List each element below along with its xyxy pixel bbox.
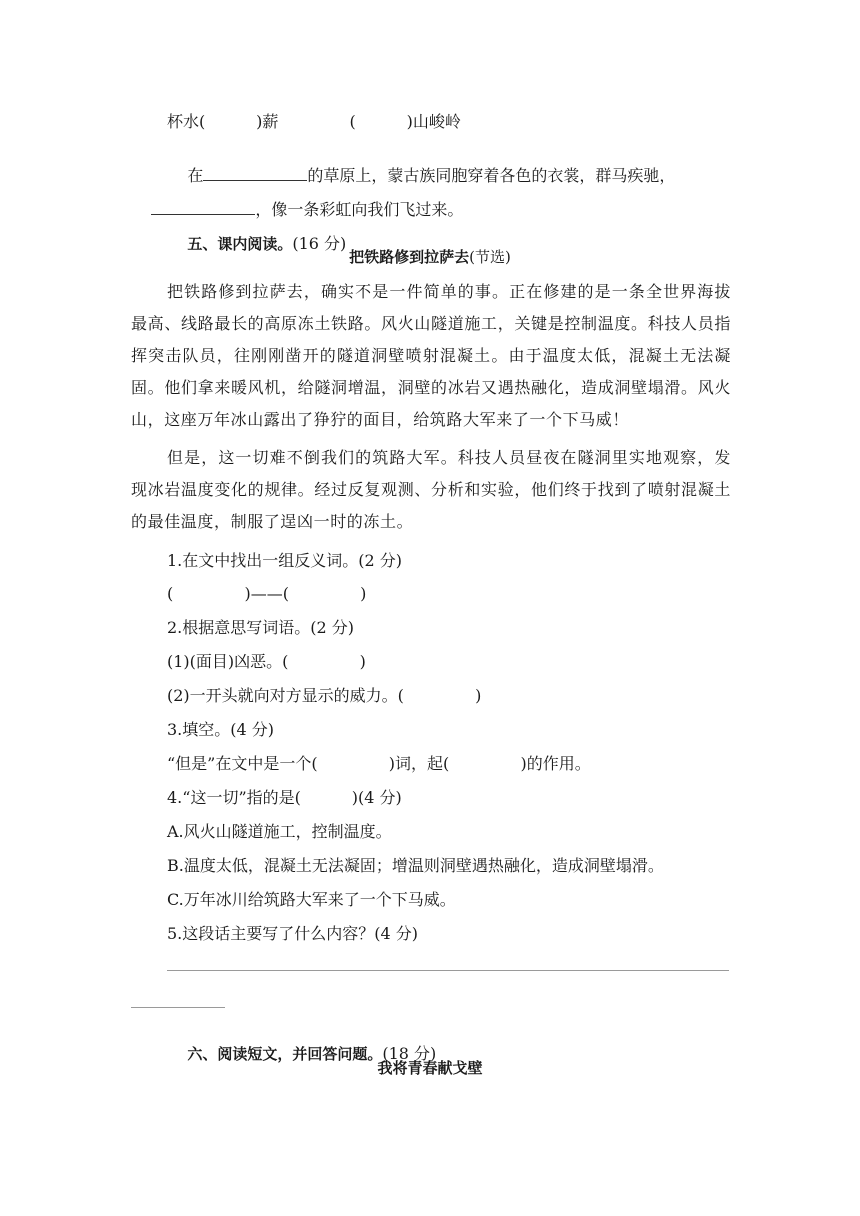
passage-title — [0, 247, 860, 267]
section-title: 六、阅读短文，并回答问题。 — [187, 1045, 383, 1063]
answer-line[interactable] — [167, 970, 729, 971]
passage-title-text: 我将青春献戈壁 — [377, 1059, 483, 1077]
answer-blank[interactable] — [203, 166, 307, 181]
question-2-item-1[interactable]: (1)(面目)凶恶。( ) — [167, 652, 366, 671]
question-4-option-c[interactable]: C.万年冰川给筑路大军来了一个下马威。 — [167, 890, 456, 909]
fill-prefix: 在 — [187, 166, 204, 185]
question-4-option-b[interactable]: B.温度太低，混凝土无法凝固；增温则洞壁遇热融化，造成洞壁塌滑。 — [167, 856, 664, 875]
question-3: 3.填空。(4 分) — [167, 720, 275, 739]
question-4[interactable]: 4.“这一切”指的是( )(4 分) — [167, 788, 402, 807]
fill-line-idioms: 杯水( )薪 ( )山峻岭 — [167, 112, 461, 131]
fill-suffix: 的草原上，蒙古族同胞穿着各色的衣裳，群马疾驰， — [307, 166, 676, 185]
passage-paragraph-2: 但是，这一切难不倒我们的筑路大军。科技人员昼夜在隧洞里实地观察，发现冰岩温度变化的规律。经过反复观测、分析和实验，他们终于找到了喷射混凝土的最佳温度，制服了逞凶一时的冻土。 — [131, 448, 731, 531]
question-2-item-2[interactable]: (2)一开头就向对方显示的威力。( ) — [167, 686, 482, 705]
section-title: 五、课内阅读。 — [187, 235, 293, 253]
question-3-text[interactable]: “但是”在文中是一个( )词，起( )的作用。 — [167, 754, 591, 773]
passage-title-2 — [0, 1058, 860, 1078]
question-2: 2.根据意思写词语。(2 分) — [167, 618, 355, 637]
passage-paragraph-1: 把铁路修到拉萨去，确实不是一件简单的事。正在修建的是一条全世界海拔最高、线路最长的高原冻土铁路。风火山隧道施工，关键是控制温度。科技人员指挥突击队员，往刚刚凿开的隧道洞壁喷射混凝土。由于温度太低，混凝土无法凝固。他们拿来暖风机，给隧洞增温，洞壁的冰岩又遇热融化，造成洞壁塌滑。风火山，这座万年冰山露出了狰狞的面目，给筑路大军来了一个下马威！ — [131, 282, 731, 429]
passage-title-note: (节选) — [469, 248, 511, 266]
section-score: (18 分) — [382, 1044, 437, 1063]
section-score: (16 分) — [292, 234, 347, 253]
question-1-answer[interactable]: ( )——( ) — [167, 584, 367, 603]
question-1: 1.在文中找出一组反义词。(2 分) — [167, 551, 403, 570]
fill-suffix: ，像一条彩虹向我们飞过来。 — [255, 200, 464, 219]
question-5: 5.这段话主要写了什么内容？(4 分) — [167, 924, 419, 943]
question-4-option-a[interactable]: A.风火山隧道施工，控制温度。 — [167, 822, 392, 841]
answer-line[interactable] — [131, 1007, 225, 1008]
answer-blank[interactable] — [151, 200, 255, 215]
passage-title-text: 把铁路修到拉萨去 — [349, 248, 470, 266]
